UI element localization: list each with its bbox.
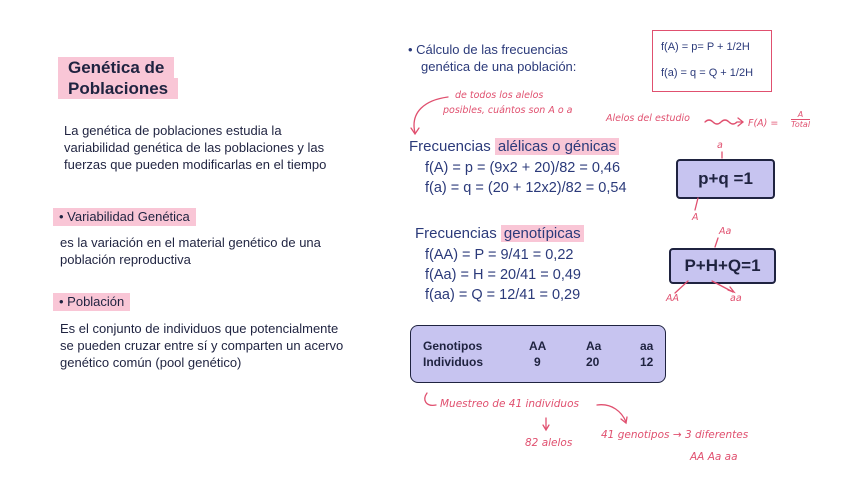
table-cell-aa: 12 xyxy=(640,355,654,369)
note-Aa: Aa xyxy=(719,226,732,237)
formula-p: f(A) = p = (9x2 + 20)/82 = 0,46 xyxy=(425,160,621,176)
table-cell-AA: 9 xyxy=(534,355,541,369)
table-header-genotipos: Genotipos xyxy=(423,339,483,353)
variabilidad-text: es la variación en el material genético de una población reproductiva xyxy=(60,235,321,267)
arrow-box-to-AA xyxy=(675,281,688,293)
box-p-plus-q: p+q =1 xyxy=(676,159,775,199)
table-row-individuos: Individuos xyxy=(423,355,483,369)
note-82-alelos: 82 alelos xyxy=(525,437,573,449)
freq-geno-prefix: Frecuencias xyxy=(415,225,501,242)
note-fA-eq: F(A) = xyxy=(748,118,779,129)
formula-q: f(a) = q = (20 + 12x2)/82 = 0,54 xyxy=(425,180,627,196)
note-A-bottom: A xyxy=(692,212,699,223)
title-line-2: Poblaciones xyxy=(58,78,178,99)
arrow-Aa-to-box xyxy=(715,238,718,247)
note-aa: aa xyxy=(730,293,742,304)
calc-line-1: • Cálculo de las frecuencias xyxy=(408,42,568,57)
formula-Q: f(aa) = Q = 12/41 = 0,29 xyxy=(425,287,581,303)
box-P-H-Q: P+H+Q=1 xyxy=(669,248,776,284)
table-header-aa: aa xyxy=(640,339,654,353)
arrow-wave-estudio xyxy=(705,120,742,124)
formula-P: f(AA) = P = 9/41 = 0,22 xyxy=(425,247,574,263)
poblacion-text: Es el conjunto de individuos que potencialmente se pueden cruzar entre sí y comparten un acervo genético común (pool genético) xyxy=(60,321,344,370)
arrow-A-to-box xyxy=(695,198,698,210)
bullet-poblacion: • Población xyxy=(53,293,130,311)
note-a-top: a xyxy=(717,140,723,151)
freq-geno-highlight: genotípicas xyxy=(501,225,584,242)
note-alelos-estudio: Alelos del estudio xyxy=(606,113,690,124)
note-alelos-line2: posibles, cuántos son A o a xyxy=(443,105,573,116)
intro-paragraph: La genética de poblaciones estudia la variabilidad genética de las poblaciones y las fuerzas que pueden modificarlas en el tiempo xyxy=(64,123,327,172)
freq-alelicas-highlight: alélicas o génicas xyxy=(495,138,619,155)
note-alelos-line1: de todos los alelos xyxy=(455,90,544,101)
calc-line-2: genética de una población: xyxy=(421,59,577,74)
note-fA-num: A xyxy=(791,110,810,120)
note-41-genotipos: 41 genotipos → 3 diferentes xyxy=(601,429,749,441)
title-line-1: Genética de xyxy=(58,57,174,78)
table-header-AA: AA xyxy=(529,339,547,353)
table-header-Aa: Aa xyxy=(586,339,602,353)
arrow-table-to-muestreo xyxy=(425,393,436,405)
bullet-variabilidad: • Variabilidad Genética xyxy=(53,208,196,226)
note-genotype-list: AA Aa aa xyxy=(690,451,738,463)
table-cell-Aa: 20 xyxy=(586,355,600,369)
formula-fa: f(a) = q = Q + 1/2H xyxy=(661,67,754,79)
note-AA: AA xyxy=(666,293,679,304)
formula-H: f(Aa) = H = 20/41 = 0,49 xyxy=(425,267,581,283)
note-fA-den: Total xyxy=(791,120,811,129)
freq-alelicas-prefix: Frecuencias xyxy=(409,138,495,155)
formula-fA: f(A) = p= P + 1/2H xyxy=(661,41,750,53)
note-muestreo: Muestreo de 41 individuos xyxy=(440,398,579,410)
